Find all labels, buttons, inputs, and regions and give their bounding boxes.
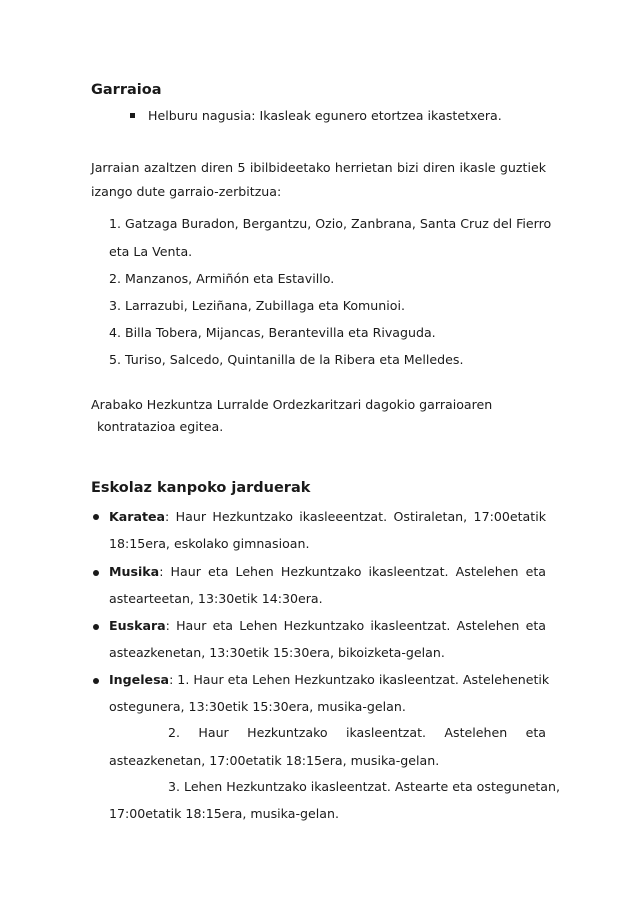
transport-intro-line2: izango dute garraio-zerbitzua: — [91, 184, 282, 199]
activity-musika-line1: Musika: Haur eta Lehen Hezkuntzako ikasleentzat. Astelehen eta — [109, 564, 546, 579]
english-group3-line1: 3. Lehen Hezkuntzako ikasleentzat. Astearte eta ostegunetan, — [168, 779, 560, 794]
activity-ingelesa-line2: ostegunera, 13:30etik 15:30era, musika-gelan. — [109, 699, 406, 714]
route-item: 1. Gatzaga Buradon, Bergantzu, Ozio, Zanbrana, Santa Cruz del Fierro — [109, 216, 552, 231]
activities-heading: Eskolaz kanpoko jarduerak — [91, 480, 311, 496]
activity-ingelesa-line1: Ingelesa: 1. Haur eta Lehen Hezkuntzako ikasleentzat. Astelehenetik — [109, 672, 550, 687]
activity-name: Ingelesa — [109, 672, 170, 687]
english-group2-line1: 2. Haur Hezkuntzako ikasleentzat. Astelehen eta — [168, 725, 546, 740]
activity-karatea-line2: 18:15era, eskolako gimnasioan. — [109, 536, 310, 551]
transport-contract-line1: Arabako Hezkuntza Lurralde Ordezkaritzari dagokio garraioaren — [91, 397, 493, 412]
activity-karatea-line1: Karatea: Haur Hezkuntzako ikasleeentzat. Ostiraletan, 17:00etatik — [109, 509, 546, 524]
transport-goal: Helburu nagusia: Ikasleak egunero etortzea ikastetxera. — [148, 108, 502, 123]
route-item: 2. Manzanos, Armiñón eta Estavillo. — [109, 271, 335, 286]
activity-euskara-line2: asteazkenetan, 13:30etik 15:30era, bikoizketa-gelan. — [109, 645, 445, 660]
bullet-icon — [93, 678, 99, 684]
activity-name: Musika — [109, 564, 160, 579]
square-bullet-icon — [130, 113, 135, 118]
activity-euskara-line1: Euskara: Haur eta Lehen Hezkuntzako ikasleentzat. Astelehen eta — [109, 618, 546, 633]
bullet-icon — [93, 570, 99, 576]
activity-name: Euskara — [109, 618, 166, 633]
activity-name: Karatea — [109, 509, 166, 524]
transport-contract-line2: kontratazioa egitea. — [97, 419, 224, 434]
transport-intro-line1: Jarraian azaltzen diren 5 ibilbideetako herrietan bizi diren ikasle guztiek — [91, 160, 546, 175]
english-group2-line2: asteazkenetan, 17:00etatik 18:15era, musika-gelan. — [109, 753, 440, 768]
route-item: eta La Venta. — [109, 244, 193, 259]
activity-musika-line2: astearteetan, 13:30etik 14:30era. — [109, 591, 323, 606]
english-group3-line2: 17:00etatik 18:15era, musika-gelan. — [109, 806, 339, 821]
route-item: 4. Billa Tobera, Mijancas, Berantevilla eta Rivaguda. — [109, 325, 436, 340]
route-item: 5. Turiso, Salcedo, Quintanilla de la Ribera eta Melledes. — [109, 352, 464, 367]
bullet-icon — [93, 514, 99, 520]
route-item: 3. Larrazubi, Leziñana, Zubillaga eta Komunioi. — [109, 298, 405, 313]
bullet-icon — [93, 624, 99, 630]
transport-heading: Garraioa — [91, 82, 162, 98]
